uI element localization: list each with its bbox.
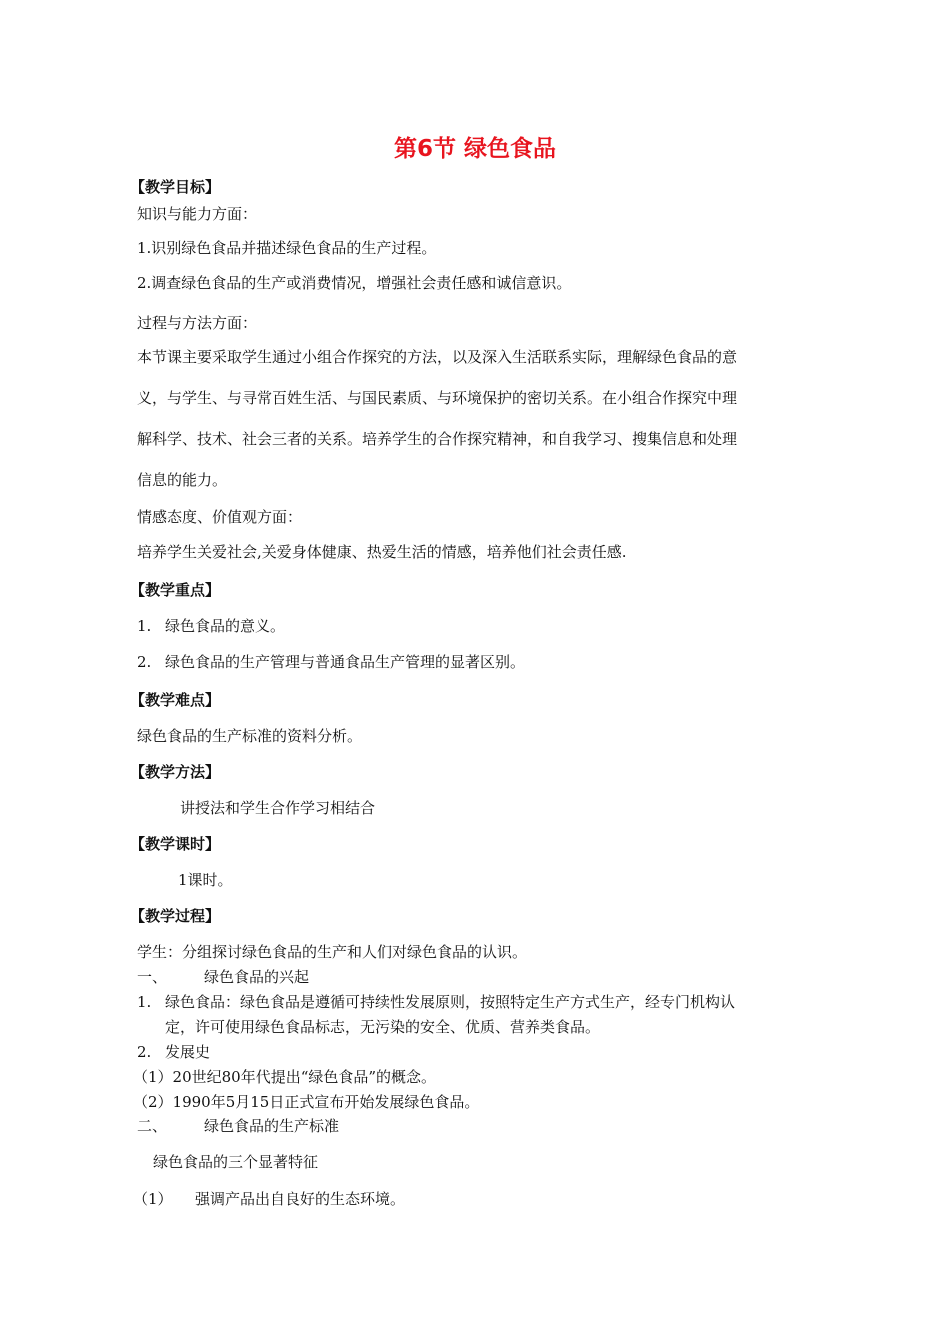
section-heading-method: 【教学方法】	[130, 763, 221, 781]
key-point-text: 绿色食品的意义。	[165, 617, 286, 635]
page-title: 第6节 绿色食品	[393, 136, 556, 162]
part-number: 二、	[137, 1117, 168, 1135]
part-title: 绿色食品的兴起	[204, 968, 310, 986]
part-number: 一、	[137, 968, 168, 986]
list-number: 2.	[137, 1043, 152, 1061]
part-title: 绿色食品的生产标准	[204, 1117, 340, 1135]
list-number: （1）	[133, 1190, 173, 1208]
section-heading-key-points: 【教学重点】	[130, 581, 221, 599]
method-text: 讲授法和学生合作学习相结合	[180, 799, 376, 817]
process-paragraph-line: 义，与学生、与寻常百姓生活、与国民素质、与环境保护的密切关系。在小组合作探究中理	[137, 389, 738, 407]
section-heading-difficulty: 【教学难点】	[130, 691, 221, 709]
features-label: 绿色食品的三个显著特征	[153, 1153, 319, 1171]
history-item: （2）1990年5月15日正式宣布开始发展绿色食品。	[133, 1093, 480, 1111]
definition-line: 定，许可使用绿色食品标志，无污染的安全、优质、营养类食品。	[165, 1018, 601, 1036]
definition-line: 绿色食品：绿色食品是遵循可持续性发展原则，按照特定生产方式生产，经专门机构认	[165, 993, 736, 1011]
list-text: 发展史	[165, 1043, 211, 1061]
goal-process-label: 过程与方法方面：	[137, 314, 258, 332]
history-item: （1）20世纪80年代提出“绿色食品”的概念。	[133, 1068, 437, 1086]
hours-text: 1课时。	[178, 871, 233, 889]
section-heading-goals: 【教学目标】	[130, 178, 221, 196]
section-heading-hours: 【教学课时】	[130, 835, 221, 853]
process-paragraph-line: 解科学、技术、社会三者的关系。培养学生的合作探究精神，和自我学习、搜集信息和处理	[137, 430, 738, 448]
process-paragraph-line: 本节课主要采取学生通过小组合作探究的方法，以及深入生活联系实际，理解绿色食品的意	[137, 348, 738, 366]
list-number: 1.	[137, 993, 152, 1011]
goal-knowledge-item: 2.调查绿色食品的生产或消费情况，增强社会责任感和诚信意识。	[137, 274, 572, 292]
feature-text: 强调产品出自良好的生态环境。	[195, 1190, 406, 1208]
emotion-line: 培养学生关爱社会,关爱身体健康、热爱生活的情感，培养他们社会责任感.	[137, 543, 627, 561]
section-heading-process: 【教学过程】	[130, 907, 221, 925]
process-intro: 学生：分组探讨绿色食品的生产和人们对绿色食品的认识。	[137, 943, 528, 961]
process-paragraph-line: 信息的能力。	[137, 471, 228, 489]
goal-knowledge-label: 知识与能力方面：	[137, 205, 258, 223]
list-number: 1.	[137, 617, 152, 635]
key-point-text: 绿色食品的生产管理与普通食品生产管理的显著区别。	[165, 653, 526, 671]
goal-emotion-label: 情感态度、价值观方面：	[137, 508, 303, 526]
goal-knowledge-item: 1.识别绿色食品并描述绿色食品的生产过程。	[137, 239, 437, 257]
difficulty-text: 绿色食品的生产标准的资料分析。	[137, 727, 363, 745]
list-number: 2.	[137, 653, 152, 671]
